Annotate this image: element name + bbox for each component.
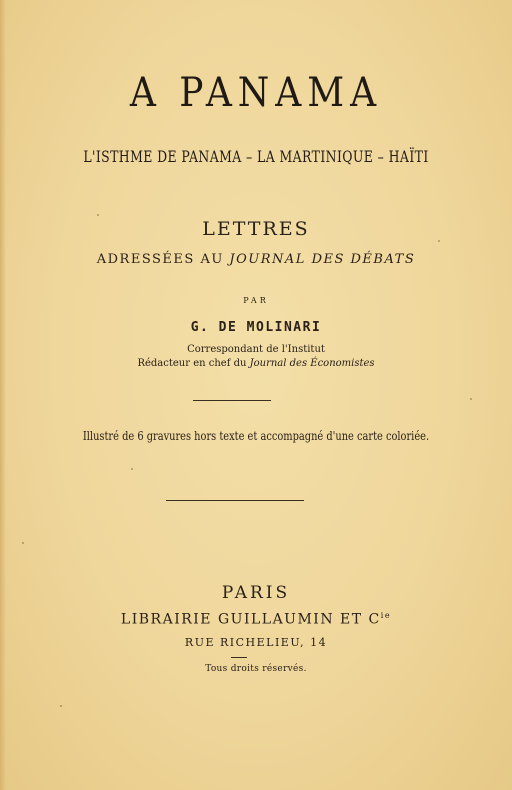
divider-rule — [166, 500, 304, 501]
journal-name: JOURNAL DES DÉBATS — [229, 252, 416, 267]
imprint-city: PARIS — [221, 583, 291, 603]
cover-subtitle: L'ISTHME DE PANAMA – LA MARTINIQUE – HAÏTI — [83, 147, 429, 166]
addressed-prefix: ADRESSÉES AU — [96, 252, 230, 267]
paper-speck — [131, 468, 133, 470]
cover-title: A PANAMA — [129, 70, 383, 116]
par-label: PAR — [243, 296, 269, 305]
rights-notice: Tous droits réservés. — [205, 664, 307, 674]
publisher-name: LIBRAIRIE GUILLAUMIN ET C — [120, 611, 381, 628]
paper-speck — [470, 398, 472, 400]
divider-rule — [193, 400, 271, 401]
lettres-heading: LETTRES — [202, 218, 310, 240]
addressed-to-line — [0, 252, 512, 267]
role-prefix: Rédacteur en chef du — [137, 358, 250, 369]
publisher-sup: ie — [380, 611, 392, 620]
paper-speck — [97, 214, 99, 216]
author-name: G. DE MOLINARI — [190, 320, 322, 335]
paper-speck — [438, 240, 440, 242]
imprint-address: RUE RICHELIEU, 14 — [184, 636, 328, 649]
paper-speck — [22, 542, 24, 544]
paper-speck — [60, 705, 62, 707]
imprint-publisher — [0, 611, 512, 628]
role-journal: Journal des Économistes — [249, 358, 375, 369]
author-role-1: Correspondant de l'Institut — [187, 344, 325, 355]
author-role-2 — [0, 358, 512, 369]
divider-rule-short — [231, 657, 247, 658]
illustration-note: Illustré de 6 gravures hors texte et accompagné d'une carte coloriée. — [82, 429, 430, 443]
